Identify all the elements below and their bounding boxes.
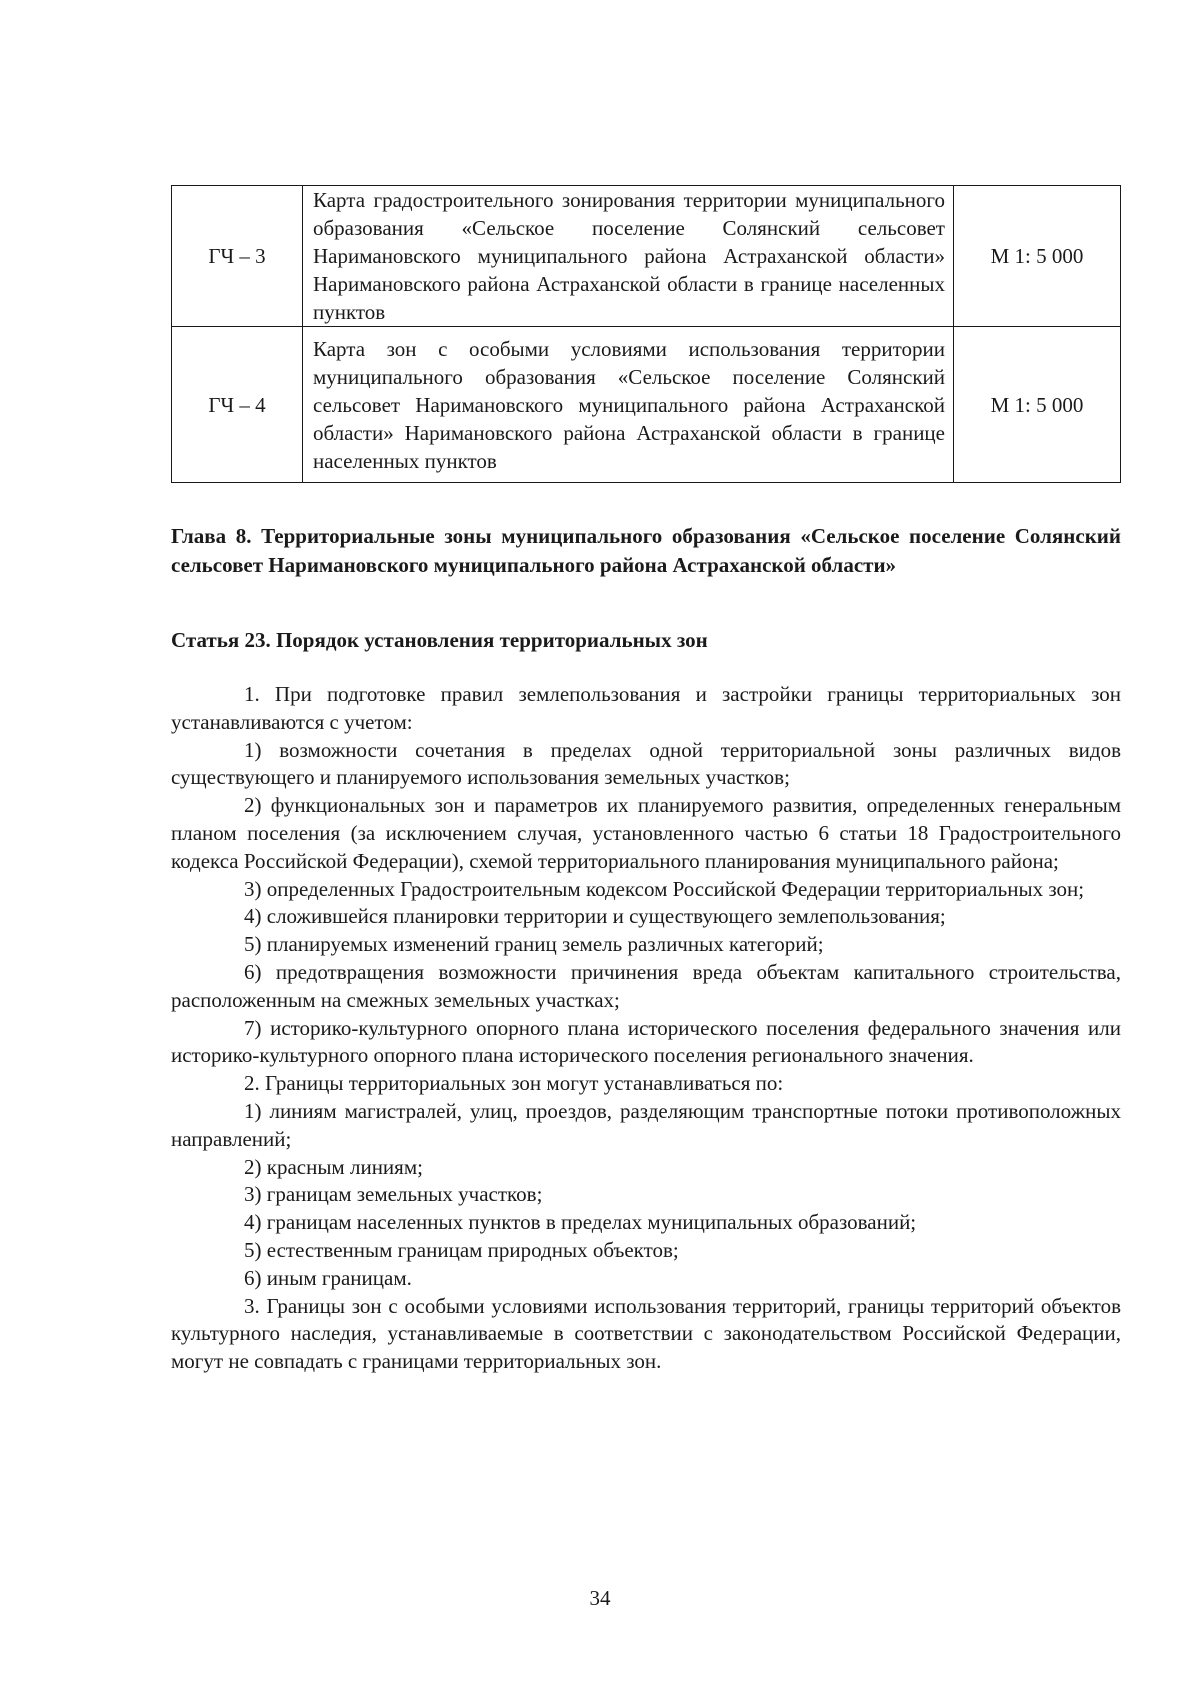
paragraph: 4) границам населенных пунктов в пределах муниципальных образований; xyxy=(244,1210,917,1235)
map-description: Карта зон с особыми условиями использования территории муниципального образования «Сельское поселение Солянский сельсовет Наримановского муниципального района Астраханской области» Наримановского района Астраханской области в границе населенных пунктов xyxy=(303,327,954,483)
paragraph: 2) красным линиям; xyxy=(244,1154,423,1179)
paragraph: 1) линиям магистралей, улиц, проездов, разделяющим транспортные потоки противоположных направлений; xyxy=(171,1098,1121,1151)
chapter-title: Глава 8. Территориальные зоны муниципального образования «Сельское поселение Солянский сельсовет Наримановского муниципального района Астраханской области» xyxy=(171,524,1121,577)
paragraph: 3) границам земельных участков; xyxy=(244,1182,543,1207)
article-title: Статья 23. Порядок установления территориальных зон xyxy=(171,628,708,652)
page-number: 34 xyxy=(589,1586,611,1610)
paragraph: 4) сложившейся планировки территории и существующего землепользования; xyxy=(244,904,946,929)
paragraph: 6) предотвращения возможности причинения вреда объектам капитального строительства, расположенным на смежных земельных участках; xyxy=(171,959,1121,1012)
paragraph: 6) иным границам. xyxy=(244,1265,412,1290)
table-row xyxy=(172,327,1121,483)
map-scale: М 1: 5 000 xyxy=(954,186,1121,327)
paragraph: 5) естественным границам природных объектов; xyxy=(244,1237,679,1262)
map-code: ГЧ – 4 xyxy=(172,327,303,483)
paragraph: 2. Границы территориальных зон могут устанавливаться по: xyxy=(244,1071,784,1096)
table-row xyxy=(172,186,1121,327)
map-description: Карта градостроительного зонирования территории муниципального образования «Сельское поселение Солянский сельсовет Наримановского муниципального района Астраханской области» Наримановского района Астраханской области в границе населенных пунктов xyxy=(303,186,954,327)
maps-table xyxy=(171,185,1121,483)
paragraph: 3. Границы зон с особыми условиями использования территорий, границы территорий объектов культурного наследия, устанавливаемые в соответствии с законодательством Российской Федерации, могут не совпадать с границами территориальных зон. xyxy=(171,1293,1121,1374)
map-scale: М 1: 5 000 xyxy=(954,327,1121,483)
article-body xyxy=(171,681,1121,1376)
map-code: ГЧ – 3 xyxy=(172,186,303,327)
paragraph: 1. При подготовке правил землепользования и застройки границы территориальных зон устанавливаются с учетом: xyxy=(171,682,1121,734)
paragraph: 5) планируемых изменений границ земель различных категорий; xyxy=(244,932,824,957)
paragraph: 2) функциональных зон и параметров их планируемого развития, определенных генеральным планом поселения (за исключением случая, установленного частью 6 статьи 18 Градостроительного кодекса Российской Федерации), схемой территориального планирования муниципального района; xyxy=(171,793,1121,873)
paragraph: 7) историко-культурного опорного плана исторического поселения федерального значения или историко-культурного опорного плана исторического поселения регионального значения. xyxy=(171,1015,1121,1068)
paragraph: 1) возможности сочетания в пределах одной территориальной зоны различных видов существующего и планируемого использования земельных участков; xyxy=(171,737,1121,790)
paragraph: 3) определенных Градостроительным кодексом Российской Федерации территориальных зон; xyxy=(244,876,1085,901)
